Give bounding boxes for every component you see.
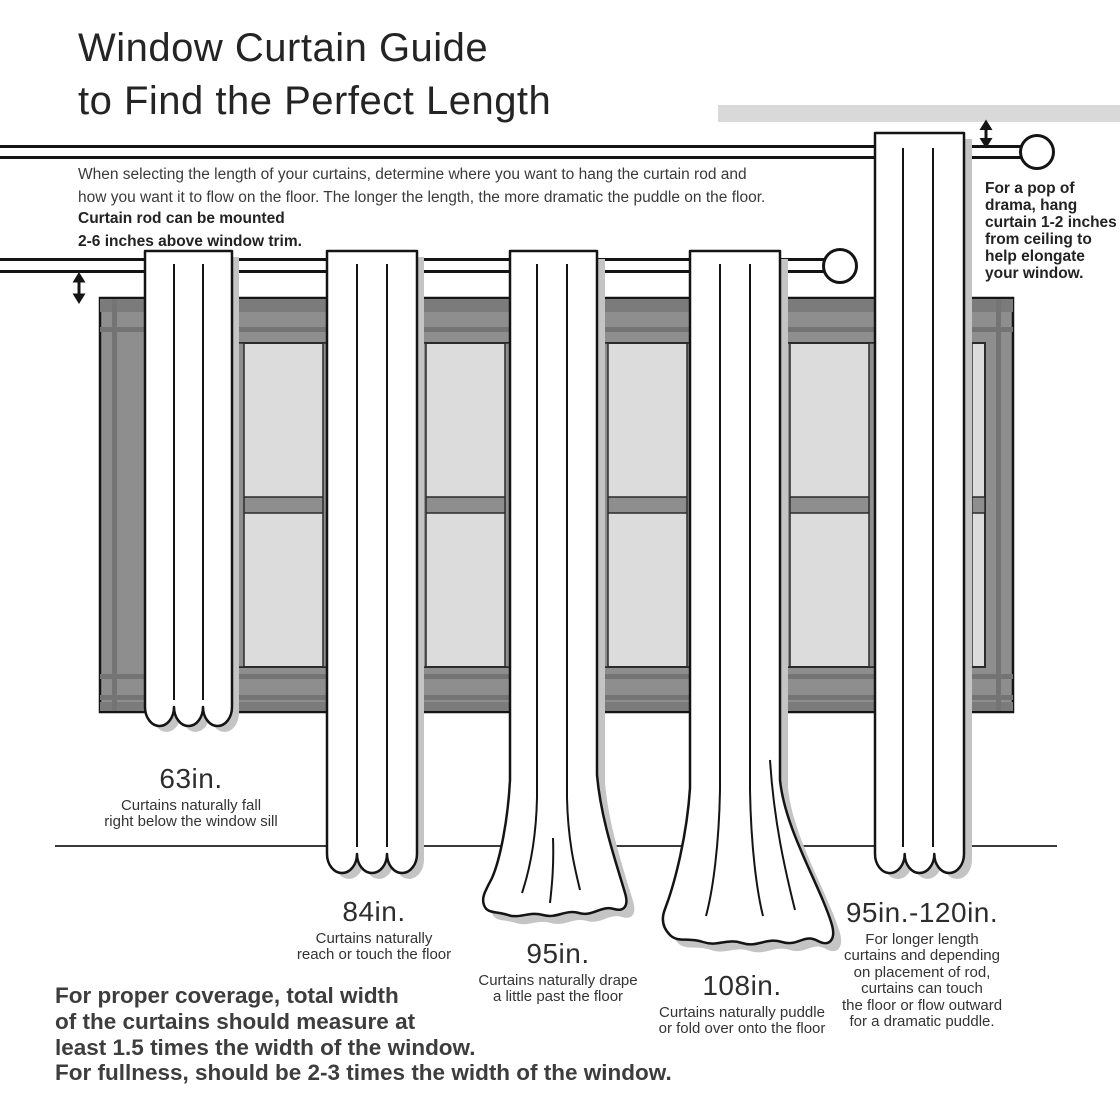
curtain-length-63: 63in. — [159, 763, 223, 794]
curtain-length-95: 95in. — [526, 938, 590, 969]
curtain-label-95: 95in. Curtains naturally drape a little past the floor — [478, 938, 638, 1006]
curtain-length-84: 84in. — [342, 896, 406, 927]
curtain-label-95-120: 95in.-120in. For longer length curtains and depending on placement of rod, curtains can touch the floor or flow outward for a dramatic puddle. — [841, 897, 1003, 1031]
curtain-label-63: 63in. Curtains naturally fall right below the window sill — [104, 763, 278, 831]
curtain-length-108: 108in. — [702, 970, 782, 1001]
curtain-label-84: 84in. Curtains naturally reach or touch the floor — [296, 896, 452, 964]
intro-paragraph: When selecting the length of your curtains, determine where you want to hang the curtain rod and how you want it to flow on the floor. The longer the length, the more dramatic the puddle on the floor. — [78, 166, 766, 206]
page-title — [78, 22, 551, 128]
coverage-note: For proper coverage, total width of the curtains should measure at least 1.5 times the width of the window. For fullness, should be 2-3 times the width of the window. — [55, 983, 672, 1086]
curtain-length-95-120: 95in.-120in. — [845, 897, 999, 928]
curtain-label-108: 108in. Curtains naturally puddle or fold over onto the floor — [658, 970, 826, 1038]
rod-mount-note: Curtain rod can be mounted 2-6 inches above window trim. — [78, 210, 302, 250]
pop-of-drama-note: For a pop of drama, hang curtain 1-2 inches from ceiling to help elongate your window. — [985, 180, 1117, 282]
page-title-line2: to Find the Perfect Length — [78, 79, 552, 123]
page-title-line1: Window Curtain Guide — [78, 26, 489, 70]
